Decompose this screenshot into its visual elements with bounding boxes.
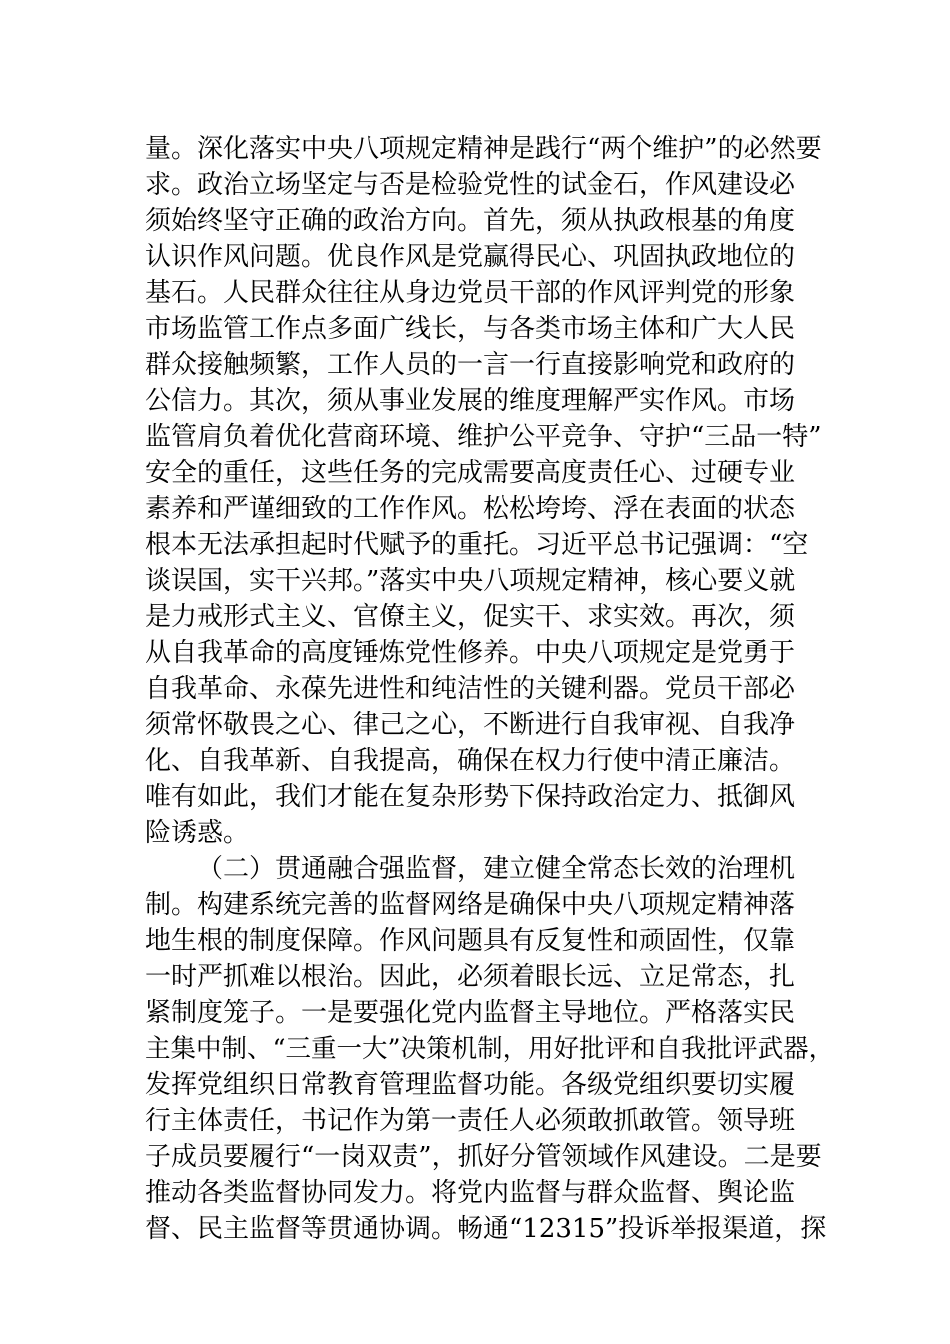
text-line: 求。政治立场坚定与否是检验党性的试金石，作风建设必 xyxy=(145,170,796,200)
text-line: 一时严抓难以根治。因此，必须着眼长远、立足常态，扎 xyxy=(145,962,796,992)
text-line: 须始终坚守正确的政治方向。首先，须从执政根基的角度 xyxy=(145,206,796,236)
text-line: 须常怀敬畏之心、律己之心，不断进行自我审视、自我净 xyxy=(145,710,796,740)
text-line: 险诱惑。 xyxy=(145,818,250,848)
text-line: 行主体责任，书记作为第一责任人必须敢抓敢管。领导班 xyxy=(145,1106,796,1136)
text-line: 制。构建系统完善的监督网络是确保中央八项规定精神落 xyxy=(145,890,796,920)
text-line: 是力戒形式主义、官僚主义，促实干、求实效。再次，须 xyxy=(145,602,796,632)
text-line: 发挥党组织日常教育管理监督功能。各级党组织要切实履 xyxy=(145,1070,796,1100)
text-line: 从自我革命的高度锤炼党性修养。中央八项规定是党勇于 xyxy=(145,638,796,668)
text-line: 谈误国，实干兴邦。”落实中央八项规定精神，核心要义就 xyxy=(145,566,796,596)
section-heading-line: （二）贯通融合强监督，建立健全常态长效的治理机 xyxy=(197,854,796,884)
text-line: 市场监管工作点多面广线长，与各类市场主体和广大人民 xyxy=(145,314,796,344)
text-line: 紧制度笼子。一是要强化党内监督主导地位。严格落实民 xyxy=(145,998,796,1028)
text-line: 群众接触频繁，工作人员的一言一行直接影响党和政府的 xyxy=(145,350,796,380)
text-line: 自我革命、永葆先进性和纯洁性的关键利器。党员干部必 xyxy=(145,674,796,704)
text-line: 认识作风问题。优良作风是党赢得民心、巩固执政地位的 xyxy=(145,242,796,272)
text-line: 素养和严谨细致的工作作风。松松垮垮、浮在表面的状态 xyxy=(145,494,796,524)
text-line: 公信力。其次，须从事业发展的维度理解严实作风。市场 xyxy=(145,386,796,416)
text-line: 子成员要履行“一岗双责”，抓好分管领域作风建设。二是要 xyxy=(145,1142,822,1172)
text-line: 安全的重任，这些任务的完成需要高度责任心、过硬专业 xyxy=(145,458,796,488)
text-line: 推动各类监督协同发力。将党内监督与群众监督、舆论监 xyxy=(145,1178,796,1208)
text-line: 根本无法承担起时代赋予的重托。习近平总书记强调：“空 xyxy=(145,530,809,560)
text-line: 化、自我革新、自我提高，确保在权力行使中清正廉洁。 xyxy=(145,746,796,776)
text-line: 监管肩负着优化营商环境、维护公平竞争、守护“三品一特” xyxy=(145,422,822,452)
text-line: 基石。人民群众往往从身边党员干部的作风评判党的形象 xyxy=(145,278,796,308)
text-line: 地生根的制度保障。作风问题具有反复性和顽固性，仅靠 xyxy=(145,926,796,956)
text-line: 唯有如此，我们才能在复杂形势下保持政治定力、抵御风 xyxy=(145,782,796,812)
text-line: 量。深化落实中央八项规定精神是践行“两个维护”的必然要 xyxy=(145,134,822,164)
text-line: 主集中制、“三重一大”决策机制，用好批评和自我批评武器， xyxy=(145,1034,835,1064)
text-line: 督、民主监督等贯通协调。畅通“12315”投诉举报渠道，探 xyxy=(145,1214,827,1244)
